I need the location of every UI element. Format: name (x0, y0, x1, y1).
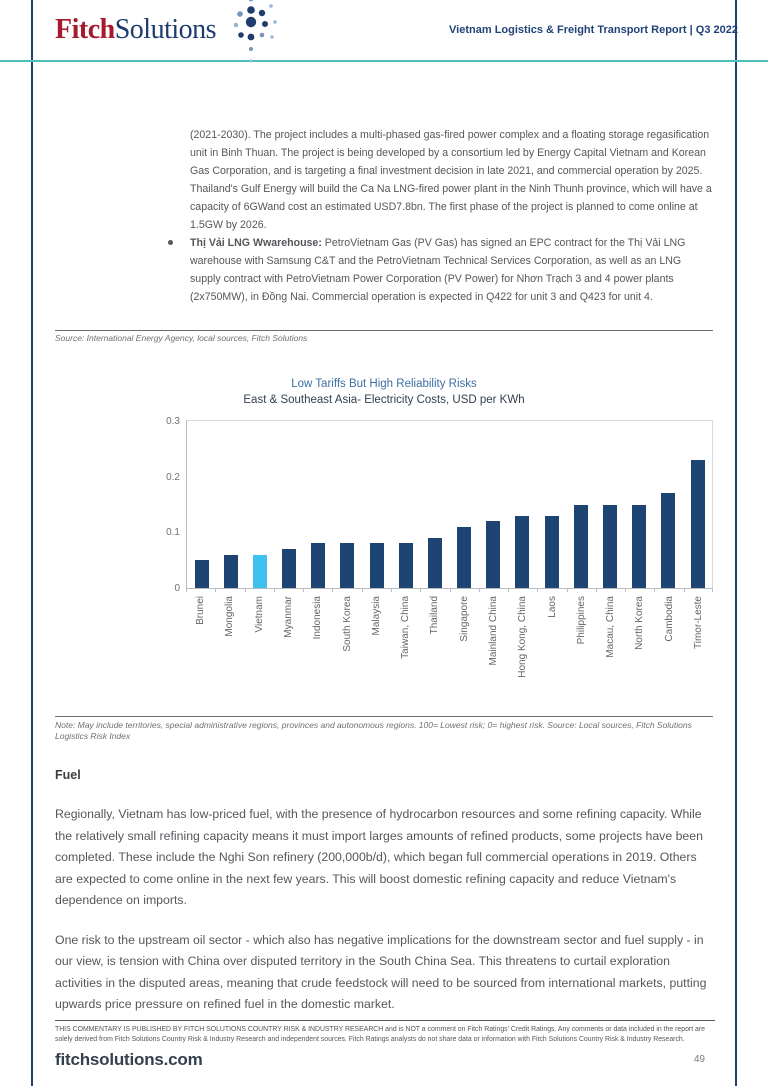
x-axis-label: Laos (546, 596, 558, 618)
bar-malaysia (370, 543, 384, 588)
x-axis-label: Mongolia (224, 596, 236, 637)
chart-plot-column (186, 420, 713, 714)
bar-column (450, 421, 479, 588)
bar-thailand (428, 538, 442, 588)
bar-column (275, 421, 304, 588)
x-axis-label: Cambodia (663, 596, 675, 642)
bar-column (595, 421, 624, 588)
bar-north-korea (632, 505, 646, 589)
x-tick-mark (420, 589, 421, 592)
bullet-text: PetroVietnam Gas (PV Gas) has signed an EPC contract for the Thị Vải LNG warehouse with Samsung C&T and the PetroVietnam Technical Services Corporation, as well as an LNG supply contract with PetroVietnam Power Corporation (PV Power) for Nhơn Trạch 3 and 4 power plants (2x750MW), in Đồng Nai. Commercial operation is expected in Q422 for unit 3 and Q423 for unit 4. (190, 237, 686, 303)
x-axis-label: Timor-Leste (692, 596, 704, 649)
chart-subtitle: East & Southeast Asia- Electricity Costs, USD per KWh (243, 394, 525, 406)
x-tick-mark (625, 589, 626, 592)
fuel-paragraph-2: One risk to the upstream oil sector - which also has negative implications for the downstream sector and fuel supply - in our view, is tension with China over disputed territory in the South China Sea. This threatens to curtail exploration activities in the disputed areas, meaning that crude feedstock will need to be sourced from international markets, putting upwards price pressure on refined fuel in the domestic market. (55, 932, 707, 1011)
x-axis-label: Vietnam (253, 596, 265, 633)
x-tick-mark (684, 589, 685, 592)
bar-mainland-china (486, 521, 500, 588)
bullet-item (190, 234, 713, 306)
bar-column (683, 421, 712, 588)
logo-text (55, 14, 216, 46)
x-tick-mark (303, 589, 304, 592)
x-axis-label: Malaysia (370, 596, 382, 636)
x-tick-mark (215, 589, 216, 592)
intro-paragraph: (2021-2030). The project includes a multi-phased gas-fired power complex and a floating storage regasification unit in Binh Thuan. The project is being developed by a consortium led by Energy Capital Vietnam and Korean Gas Corporation, and is targeting a final investment decision in late 2021, and commercial operation by 2025. Thailand's Gulf Energy will build the Ca Na LNG-fired power plant in the Ninh Thunh province, which will have a capacity of 6GWand cost an estimated USD7.8bn. The first phase of the project is planned to come online at 1.5GW by 2026. (190, 129, 712, 231)
bar-taiwan-china (399, 543, 413, 588)
chart-xlabels (186, 596, 713, 714)
bar-timor-leste (691, 460, 705, 588)
x-tick-mark (479, 589, 480, 592)
page-border-left (31, 0, 33, 1086)
x-tick-mark (245, 589, 246, 592)
page-number: 49 (693, 1054, 705, 1065)
x-axis-label: Taiwan, China (400, 596, 412, 659)
y-tick-label: 0.3 (166, 416, 180, 427)
bar-myanmar (282, 549, 296, 588)
bar-indonesia (311, 543, 325, 588)
y-tick-label: 0 (174, 583, 180, 594)
bar-column (625, 421, 654, 588)
footer-rule (55, 1020, 715, 1021)
fuel-paragraph-1: Regionally, Vietnam has low-priced fuel, with the presence of hydrocarbon resources and some refining capacity. While the relatively small refining capacity means it must import larges amounts of refined products, some projects have been completed. These include the Nghi Son refinery (200,000b/d), which began full commercial operations in 2019. Others are expected to come online in the next few years. This will boost domestic refining capacity and reduce Vietnam's dependence on imports. (55, 807, 703, 907)
x-tick-mark (362, 589, 363, 592)
x-axis-label: Philippines (575, 596, 587, 645)
x-tick-mark (654, 589, 655, 592)
bar-column (420, 421, 449, 588)
bar-singapore (457, 527, 471, 588)
source-line: Source: International Energy Agency, local sources, Fitch Solutions (55, 333, 308, 343)
x-axis-label: Mainland China (487, 596, 499, 666)
x-axis-label: Hong Kong, China (517, 596, 529, 678)
x-axis-label: Myanmar (282, 596, 294, 638)
x-tick-mark (186, 589, 187, 592)
chart-area (55, 416, 713, 714)
x-axis-label: Thailand (429, 596, 441, 635)
y-tick-label: 0.2 (166, 471, 180, 483)
chart-yaxis (55, 416, 186, 594)
bar-column (566, 421, 595, 588)
bar-column (654, 421, 683, 588)
bar-philippines (574, 505, 588, 589)
bar-macau-china (603, 505, 617, 589)
logo-fitch: Fitch (55, 14, 115, 45)
bar-laos (545, 516, 559, 588)
bar-brunei (195, 560, 209, 588)
footer-disclaimer: THIS COMMENTARY IS PUBLISHED BY FITCH SOLUTIONS COUNTRY RISK & INDUSTRY RESEARCH and is NOT a comment on Fitch Ratings' Credit Ratings. Any comments or data included in the report are solely derived from Fitch Solutions Country Risk & Industry Research and independent sources. Fitch Ratings analysts do not share data or information with Fitch Solutions Country Risk & Industry Research. (55, 1026, 706, 1043)
fitch-solutions-logo (55, 0, 282, 64)
report-title: Vietnam Logistics & Freight Transport Report | Q3 2022 (449, 24, 738, 36)
x-axis-label: South Korea (341, 596, 353, 652)
footer (55, 1020, 715, 1070)
x-tick-mark (450, 589, 451, 592)
x-tick-mark (712, 589, 713, 592)
page-border-right (735, 0, 737, 1086)
x-tick-mark (567, 589, 568, 592)
divider-rule (55, 330, 713, 331)
bar-column (304, 421, 333, 588)
x-axis-label: Brunei (195, 596, 207, 625)
x-tick-mark (391, 589, 392, 592)
chart (55, 378, 713, 742)
x-axis-label: Singapore (458, 596, 470, 642)
bar-hong-kong-china (515, 516, 529, 588)
bar-south-korea (340, 543, 354, 588)
x-axis-label: Indonesia (312, 596, 324, 640)
y-tick-label: 0.1 (166, 527, 180, 539)
x-tick-mark (508, 589, 509, 592)
bar-column (187, 421, 216, 588)
x-tick-mark (274, 589, 275, 592)
bar-column (537, 421, 566, 588)
fuel-heading: Fuel (55, 768, 81, 782)
bar-vietnam (253, 555, 267, 588)
bar-cambodia (661, 493, 675, 588)
logo-dots-icon (218, 0, 282, 64)
bar-column (479, 421, 508, 588)
chart-bottom-rule (55, 716, 713, 717)
bar-column (508, 421, 537, 588)
bullet-label: Thị Vải LNG Wwarehouse: (190, 237, 322, 249)
x-axis-label: Macau, China (605, 596, 617, 658)
intro-section (55, 126, 713, 343)
bar-column (216, 421, 245, 588)
bar-mongolia (224, 555, 238, 588)
x-axis-label: North Korea (634, 596, 646, 650)
chart-xticks (186, 589, 713, 593)
fuel-section (55, 768, 713, 1016)
chart-title: Low Tariffs But High Reliability Risks (291, 378, 477, 390)
bar-column (245, 421, 274, 588)
header (0, 0, 768, 62)
chart-bars (186, 420, 713, 589)
bar-column (362, 421, 391, 588)
x-tick-mark (537, 589, 538, 592)
chart-note: Note: May include territories, special administrative regions, provinces and autonomous regions. 100= Lowest risk; 0= highest risk. Source: Local sources, Fitch Solutions Logistics Risk Index (55, 720, 692, 741)
footer-site-link[interactable]: fitchsolutions.com (55, 1050, 203, 1069)
bar-column (333, 421, 362, 588)
logo-solutions: Solutions (114, 14, 217, 45)
x-tick-mark (332, 589, 333, 592)
x-tick-mark (596, 589, 597, 592)
bullet-icon (168, 240, 173, 245)
bar-column (391, 421, 420, 588)
